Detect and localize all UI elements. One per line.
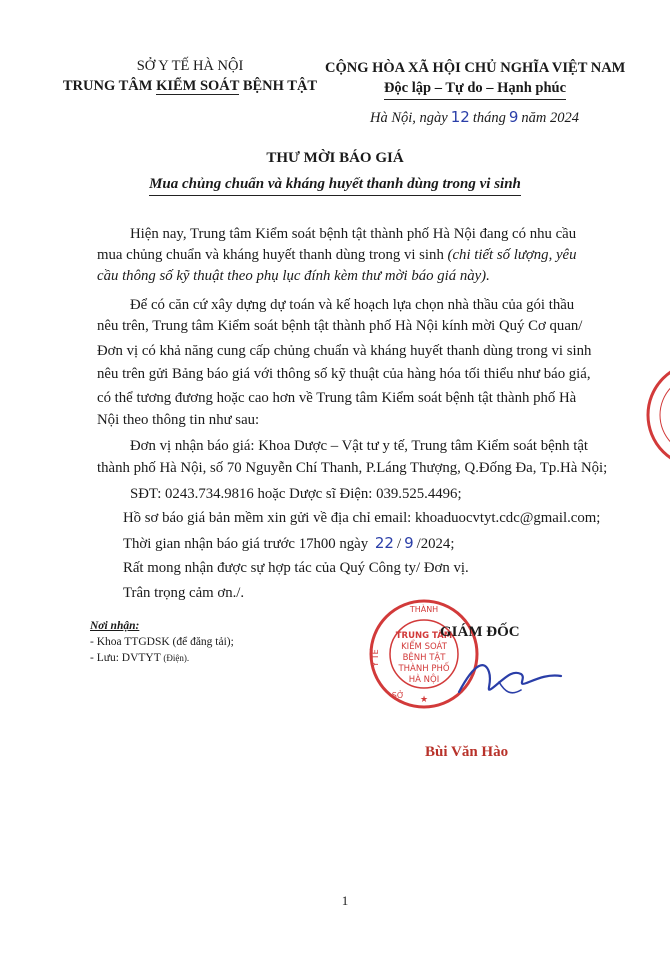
letter-title: THƯ MỜI BÁO GIÁ [266, 150, 404, 166]
agency-parent: SỞ Y TẾ HÀ NỘI [136, 58, 244, 74]
svg-text:BỆNH TẬT: BỆNH TẬT [402, 653, 446, 663]
svg-text:TRUNG TÂM: TRUNG TÂM [395, 631, 453, 641]
edge-stamp-icon [640, 355, 670, 475]
body-line: mua chủng chuẩn và kháng huyết thanh dùng trong vi sinh (chi tiết số lượng, yêu [97, 247, 577, 263]
body-line: nêu trên gửi Bảng báo giá với thông số kỹ thuật của hàng hóa tối thiểu như báo giá, [97, 366, 591, 382]
stamp-ring-left: Y TẾ [371, 649, 380, 667]
issue-date: Hà Nội, ngày 12 tháng 9 năm 2024 [370, 108, 580, 126]
email-line: Hồ sơ báo giá bản mềm xin gửi về địa chỉ email: khoaduocvtyt.cdc@gmail.com; [123, 510, 601, 526]
recipient-item: - Lưu: DVTYT (Điện). [90, 652, 190, 664]
deadline-day-handwritten: 22 [374, 534, 394, 552]
date-day-handwritten: 12 [450, 108, 470, 126]
signer-title: GIÁM ĐỐC [440, 624, 520, 640]
body-line: Để có căn cứ xây dựng dự toán và kế hoạch lựa chọn nhà thầu của gói thầu [130, 297, 575, 313]
agency-name: TRUNG TÂM KIỂM SOÁT BỆNH TẬT [62, 78, 318, 94]
svg-text:★: ★ [419, 695, 429, 705]
phone-line: SĐT: 0243.734.9816 hoặc Dược sĩ Điện: 039.525.4496; [130, 486, 462, 502]
body-line: thành phố Hà Nội, số 70 Nguyễn Chí Thanh, P.Láng Thượng, Q.Đống Đa, Tp.Hà Nội; [97, 460, 608, 476]
body-line: Đơn vị có khả năng cung cấp chủng chuẩn và kháng huyết thanh dùng trong vi sinh [97, 343, 592, 359]
recipients-heading: Nơi nhận: [90, 620, 140, 632]
stamp-ring-top: THÀNH [409, 605, 439, 614]
national-title: CỘNG HÒA XÃ HỘI CHỦ NGHĨA VIỆT NAM [325, 60, 626, 76]
recipient-item: - Khoa TTGDSK (để đăng tải); [90, 636, 234, 648]
signer-name: Bùi Văn Hào [425, 744, 509, 760]
body-line: cầu thông số kỹ thuật theo phụ lục đính kèm thư mời báo giá này). [97, 268, 490, 284]
svg-text:KIỂM SOÁT: KIỂM SOÁT [401, 642, 447, 652]
body-line: Hiện nay, Trung tâm Kiểm soát bệnh tật thành phố Hà Nội đang có nhu cầu [130, 226, 577, 242]
letter-subtitle: Mua chủng chuẩn và kháng huyết thanh dùng trong vi sinh [0, 176, 670, 196]
stamp-ring-bottom: SỞ [391, 691, 405, 700]
agency-header [40, 56, 340, 96]
national-header [325, 58, 625, 100]
deadline-month-handwritten: 9 [404, 534, 414, 552]
page-number: 1 [341, 893, 349, 908]
body-line: Rất mong nhận được sự hợp tác của Quý Công ty/ Đơn vị. [123, 560, 469, 576]
signature-icon [455, 652, 565, 702]
svg-text:HÀ NỘI: HÀ NỘI [408, 675, 440, 685]
body-line: có thể tương đương hoặc cao hơn về Trung tâm Kiểm soát bệnh tật thành phố Hà [97, 390, 577, 406]
body-line: Nội theo thông tin như sau: [97, 412, 260, 428]
national-motto: Độc lập – Tự do – Hạnh phúc [384, 78, 566, 100]
deadline-line: Thời gian nhận báo giá trước 17h00 ngày 22 / 9 /2024; [123, 534, 455, 552]
closing-line: Trân trọng cảm ơn./. [123, 585, 245, 601]
svg-text:THÀNH PHỐ: THÀNH PHỐ [398, 664, 450, 674]
date-month-handwritten: 9 [508, 108, 519, 126]
body-line: Đơn vị nhận báo giá: Khoa Dược – Vật tư y tế, Trung tâm Kiểm soát bệnh tật [130, 438, 588, 454]
recipients-block [90, 618, 234, 666]
body-line: nêu trên, Trung tâm Kiểm soát bệnh tật thành phố Hà Nội kính mời Quý Cơ quan/ [97, 318, 583, 334]
